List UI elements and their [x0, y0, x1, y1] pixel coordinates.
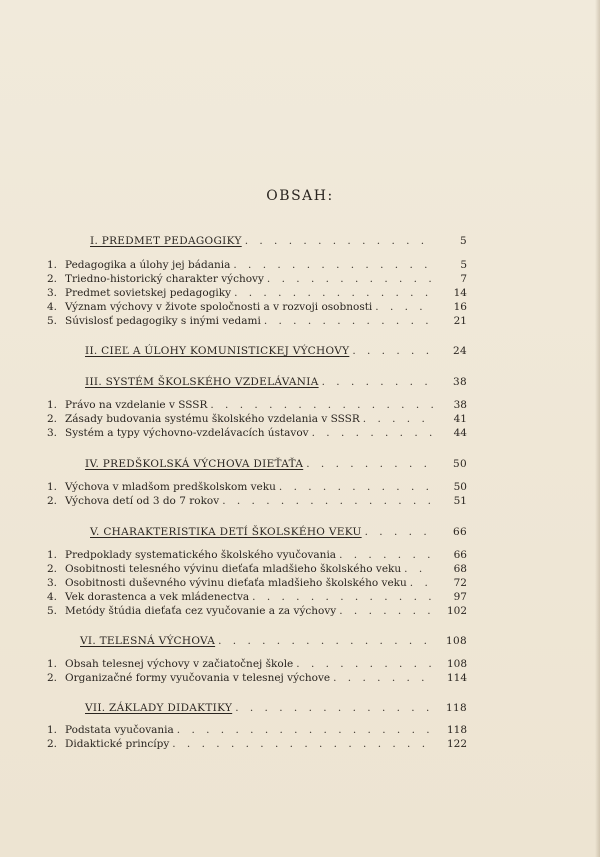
toc-item: [47, 576, 467, 590]
item-number: 3.: [47, 287, 58, 299]
chapter-title: VI. TELESNÁ VÝCHOVA: [80, 635, 216, 647]
item-number: 3.: [47, 427, 58, 439]
toc-item: [47, 286, 467, 300]
leader-dots: [279, 480, 434, 494]
toc-item: [47, 671, 467, 685]
chapter-title: VII. ZÁKLADY DIDAKTIKY: [85, 702, 233, 714]
leader-dots: [172, 737, 434, 751]
page-title: OBSAH:: [266, 188, 334, 204]
toc-item: [47, 272, 467, 286]
chapter-title: I. PREDMET PEDAGOGIKY: [90, 235, 242, 247]
item-number: 4.: [47, 591, 58, 603]
leader-dots: [210, 398, 434, 412]
toc-chapter-4: [85, 457, 467, 471]
leader-dots: [264, 314, 434, 328]
leader-dots: [296, 657, 434, 671]
item-number: 4.: [47, 301, 58, 313]
item-title: Osobitnosti duševného vývinu dieťaťa mladšieho školského veku: [65, 577, 407, 589]
leader-dots: [375, 300, 434, 314]
toc-chapter-1: [90, 234, 467, 248]
page-number: 50: [453, 458, 467, 470]
page-number: 97: [453, 591, 467, 603]
leader-dots: [235, 701, 434, 715]
page-number: 108: [446, 658, 467, 670]
item-title: Súvislosť pedagogiky s inými vedami: [65, 315, 261, 327]
item-title: Triedno-historický charakter výchovy: [65, 273, 264, 285]
chapter-title: IV. PREDŠKOLSKÁ VÝCHOVA DIEŤAŤA: [85, 458, 304, 470]
item-title: Výchova v mladšom predškolskom veku: [65, 481, 276, 493]
page-number: 118: [446, 702, 467, 714]
chapter-title: V. CHARAKTERISTIKA DETÍ ŠKOLSKÉHO VEKU: [90, 526, 362, 538]
item-title: Organizačné formy vyučovania v telesnej výchove: [65, 672, 331, 684]
item-title: Didaktické princípy: [65, 738, 170, 750]
page-number: 24: [453, 345, 467, 357]
item-number: 1.: [47, 259, 58, 271]
toc-chapter-6: [80, 634, 467, 648]
leader-dots: [410, 576, 434, 590]
toc-item: [47, 723, 467, 737]
page-number: 38: [453, 376, 467, 388]
leader-dots: [233, 258, 434, 272]
page-number: 41: [453, 413, 467, 425]
page-number: 14: [453, 287, 467, 299]
item-number: 1.: [47, 658, 58, 670]
item-number: 1.: [47, 481, 58, 493]
toc-item: [47, 398, 467, 412]
toc-item: [47, 412, 467, 426]
item-number: 1.: [47, 549, 58, 561]
page-number: 38: [453, 399, 467, 411]
leader-dots: [222, 494, 434, 508]
leader-dots: [363, 412, 434, 426]
item-number: 2.: [47, 273, 58, 285]
page-number: 66: [453, 549, 467, 561]
page-number: 51: [453, 495, 467, 507]
page-number: 118: [446, 724, 467, 736]
item-title: Pedagogika a úlohy jej bádania: [65, 259, 231, 271]
item-title: Význam výchovy v živote spoločnosti a v rozvoji osobnosti: [65, 301, 373, 313]
toc-item: [47, 562, 467, 576]
leader-dots: [352, 344, 434, 358]
item-number: 1.: [47, 399, 58, 411]
item-number: 5.: [47, 315, 58, 327]
item-title: Predpoklady systematického školského vyučovania: [65, 549, 337, 561]
toc-chapter-3: [85, 375, 467, 389]
toc-item: [47, 657, 467, 671]
item-number: 2.: [47, 738, 58, 750]
item-number: 2.: [47, 563, 58, 575]
leader-dots: [234, 286, 434, 300]
page-number: 108: [446, 635, 467, 647]
leader-dots: [339, 548, 434, 562]
item-number: 5.: [47, 605, 58, 617]
item-title: Podstata vyučovania: [65, 724, 174, 736]
item-title: Vek dorastenca a vek mládenectva: [65, 591, 250, 603]
page-number: 122: [446, 738, 467, 750]
item-number: 2.: [47, 413, 58, 425]
leader-dots: [306, 457, 434, 471]
item-title: Metódy štúdia dieťaťa cez vyučovanie a za výchovy: [65, 605, 337, 617]
leader-dots: [177, 723, 434, 737]
leader-dots: [312, 426, 434, 440]
toc-item: [47, 258, 467, 272]
item-title: Systém a typy výchovno-vzdelávacích ústavov: [65, 427, 309, 439]
page-number: 102: [446, 605, 467, 617]
page-number: 114: [446, 672, 467, 684]
item-title: Zásady budovania systému školského vzdelania v SSSR: [65, 413, 360, 425]
leader-dots: [333, 671, 434, 685]
leader-dots: [252, 590, 434, 604]
item-title: Obsah telesnej výchovy v začiatočnej škole: [65, 658, 294, 670]
chapter-title: II. CIEĽ A ÚLOHY KOMUNISTICKEJ VÝCHOVY: [85, 345, 350, 357]
leader-dots: [322, 375, 434, 389]
chapter-title: III. SYSTÉM ŠKOLSKÉHO VZDELÁVANIA: [85, 376, 319, 388]
item-number: 3.: [47, 577, 58, 589]
item-title: Predmet sovietskej pedagogiky: [65, 287, 232, 299]
leader-dots: [365, 525, 434, 539]
toc-item: [47, 737, 467, 751]
toc-item: [47, 314, 467, 328]
page-number: 44: [453, 427, 467, 439]
item-number: 2.: [47, 672, 58, 684]
toc-chapter-2: [85, 344, 467, 358]
page-number: 50: [453, 481, 467, 493]
toc-item: [47, 300, 467, 314]
page-number: 5: [460, 235, 467, 247]
leader-dots: [218, 634, 434, 648]
item-title: Výchova detí od 3 do 7 rokov: [65, 495, 220, 507]
page-number: 72: [453, 577, 467, 589]
page-number: 21: [453, 315, 467, 327]
page-number: 16: [453, 301, 467, 313]
toc-item: [47, 494, 467, 508]
leader-dots: [404, 562, 434, 576]
item-number: 2.: [47, 495, 58, 507]
page-number: 5: [460, 259, 467, 271]
item-number: 1.: [47, 724, 58, 736]
toc-chapter-7: [85, 701, 467, 715]
item-title: Právo na vzdelanie v SSSR: [65, 399, 208, 411]
item-title: Osobitnosti telesného vývinu dieťaťa mladšieho školského veku: [65, 563, 402, 575]
toc-item: [47, 426, 467, 440]
toc-chapter-5: [90, 525, 467, 539]
leader-dots: [267, 272, 434, 286]
page-number: 68: [453, 563, 467, 575]
toc-item: [47, 590, 467, 604]
toc-item: [47, 604, 467, 618]
leader-dots: [339, 604, 434, 618]
page-number: 66: [453, 526, 467, 538]
page-number: 7: [460, 273, 467, 285]
toc-item: [47, 480, 467, 494]
page-edge-shadow: [595, 0, 600, 857]
toc-item: [47, 548, 467, 562]
leader-dots: [245, 234, 434, 248]
